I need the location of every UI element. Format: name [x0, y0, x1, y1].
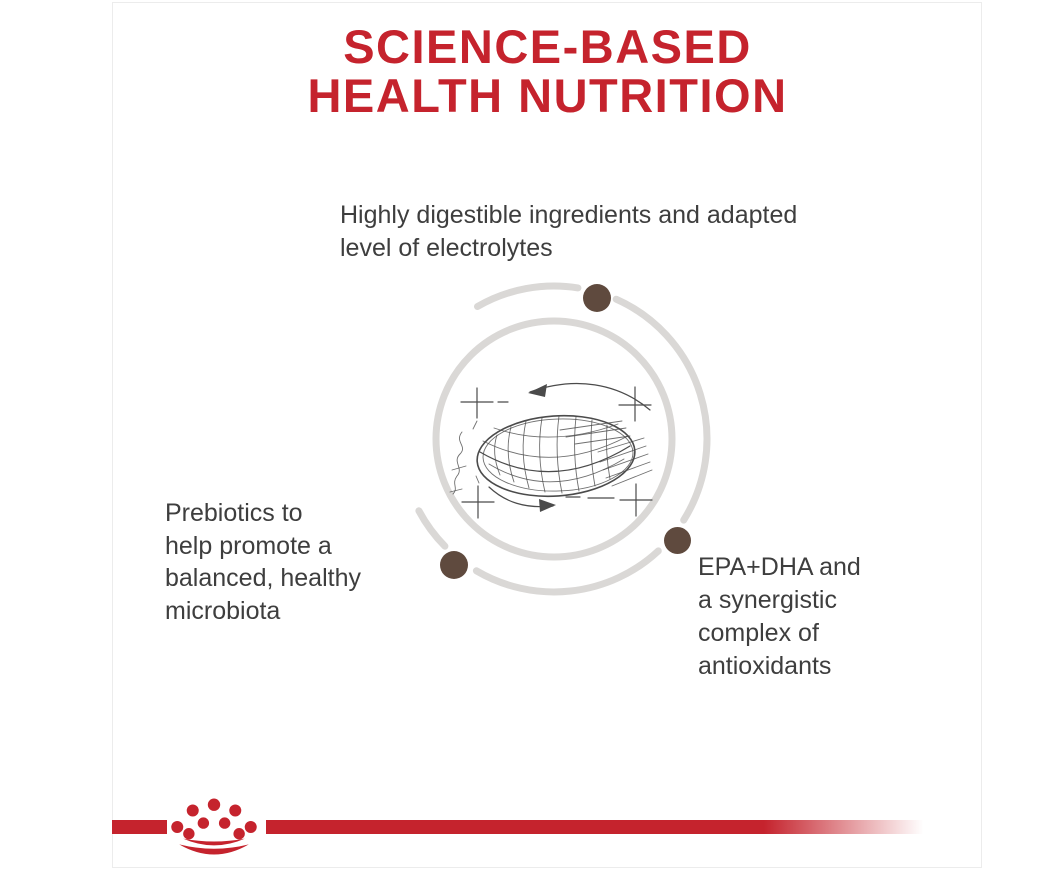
brand-bar-right: [266, 820, 930, 834]
callout-prebiotics-line: microbiota: [165, 596, 281, 625]
handwritten-annotation: [450, 432, 466, 494]
callout-digestibility-line: level of electrolytes: [340, 234, 553, 262]
draft-crosshairs: [461, 387, 652, 518]
callout-digestibility-line: Highly digestible ingredients and adapted: [340, 201, 798, 229]
inner-ring-circle: [436, 321, 672, 557]
callout-epa-dha-line: complex of: [698, 619, 819, 647]
kibble-sketch: [450, 384, 652, 518]
brand-bar-left: [112, 820, 167, 834]
callout-epa-dha-line: EPA+DHA and: [698, 553, 861, 581]
callout-prebiotics-line: Prebiotics to: [165, 499, 303, 527]
royal-canin-crown-icon: [168, 797, 260, 855]
nutrient-dot-prebiotics: [440, 551, 468, 579]
callout-epa-dha-line: a synergistic: [698, 586, 837, 614]
title-line-2: HEALTH NUTRITION: [307, 69, 788, 122]
nutrient-dot-digestibility: [583, 284, 611, 312]
title-line-1: SCIENCE-BASED: [343, 20, 752, 73]
callout-epa-dha-line: antioxidants: [698, 652, 832, 680]
orbit-ring-arcs: [419, 286, 707, 592]
rotation-arrow-top: [528, 384, 650, 410]
callout-prebiotics-line: help promote a: [165, 531, 332, 560]
nutrient-dot-epa-dha: [664, 527, 691, 554]
callout-prebiotics-line: balanced, healthy: [165, 564, 361, 592]
